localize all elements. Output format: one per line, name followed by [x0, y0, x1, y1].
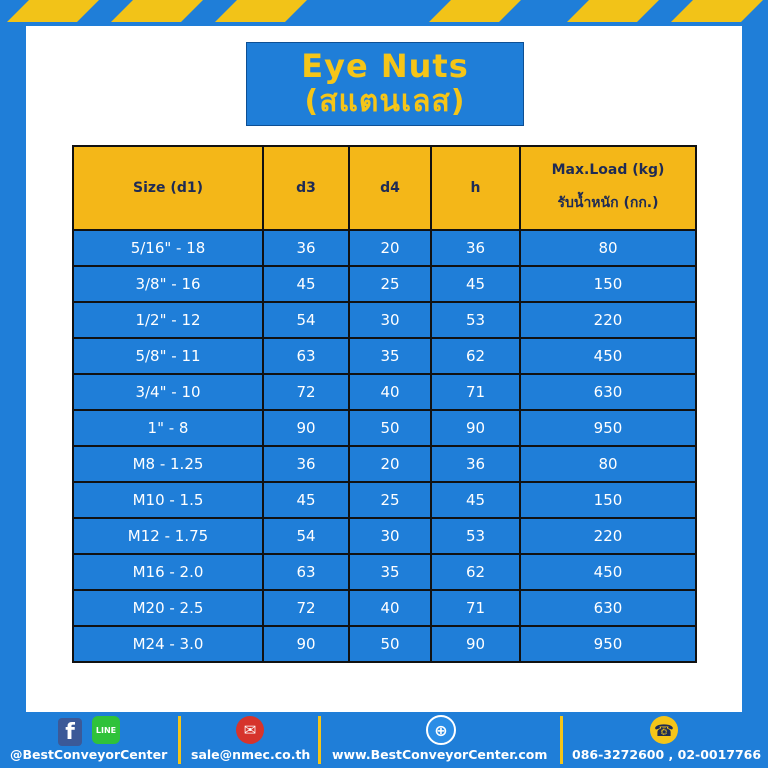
- header-h: h: [431, 146, 520, 230]
- cell-d3: 45: [263, 482, 349, 518]
- footer-divider: [560, 716, 563, 764]
- cell-h: 90: [431, 410, 520, 446]
- table-row: [73, 338, 696, 374]
- cell-size: 5/8" - 11: [73, 338, 263, 374]
- table-row: [73, 518, 696, 554]
- cell-h: 36: [431, 446, 520, 482]
- globe-icon[interactable]: ⊕: [426, 715, 456, 745]
- cell-load: 630: [520, 374, 696, 410]
- cell-load: 450: [520, 554, 696, 590]
- table-row: [73, 626, 696, 662]
- cell-load: 150: [520, 482, 696, 518]
- email-link[interactable]: sale@nmec.co.th: [191, 747, 311, 762]
- cell-d3: 36: [263, 230, 349, 266]
- phone-numbers[interactable]: 086-3272600 , 02-0017766: [572, 747, 762, 762]
- cell-h: 71: [431, 590, 520, 626]
- cell-h: 53: [431, 302, 520, 338]
- header-size: Size (d1): [73, 146, 263, 230]
- cell-d4: 50: [349, 626, 431, 662]
- cell-d4: 25: [349, 266, 431, 302]
- stripe: [429, 0, 521, 22]
- cell-d3: 54: [263, 302, 349, 338]
- spec-table: [72, 145, 697, 663]
- cell-load: 150: [520, 266, 696, 302]
- cell-d4: 20: [349, 446, 431, 482]
- header-d3: d3: [263, 146, 349, 230]
- facebook-icon[interactable]: f: [58, 718, 82, 746]
- table-row: [73, 482, 696, 518]
- footer-divider: [318, 716, 321, 764]
- cell-size: 5/16" - 18: [73, 230, 263, 266]
- title-box: [246, 42, 524, 126]
- footer-divider: [178, 716, 181, 764]
- cell-size: M8 - 1.25: [73, 446, 263, 482]
- cell-size: M24 - 3.0: [73, 626, 263, 662]
- cell-d3: 90: [263, 410, 349, 446]
- cell-h: 45: [431, 266, 520, 302]
- stripe: [111, 0, 203, 22]
- cell-d4: 20: [349, 230, 431, 266]
- cell-d4: 30: [349, 302, 431, 338]
- cell-load: 630: [520, 590, 696, 626]
- table-row: [73, 374, 696, 410]
- table-header-row: [73, 146, 696, 230]
- stripe: [215, 0, 307, 22]
- table-row: [73, 590, 696, 626]
- cell-d4: 35: [349, 338, 431, 374]
- page-subtitle: (สแตนเลส): [304, 84, 466, 119]
- cell-d3: 72: [263, 590, 349, 626]
- cell-d3: 54: [263, 518, 349, 554]
- cell-d3: 63: [263, 554, 349, 590]
- table-row: [73, 554, 696, 590]
- top-stripe-bar: [0, 0, 768, 22]
- page-title: Eye Nuts: [301, 47, 469, 85]
- cell-d3: 45: [263, 266, 349, 302]
- header-d4: d4: [349, 146, 431, 230]
- cell-size: 1" - 8: [73, 410, 263, 446]
- cell-h: 71: [431, 374, 520, 410]
- social-handle[interactable]: @BestConveyorCenter: [10, 747, 168, 762]
- cell-h: 45: [431, 482, 520, 518]
- table-row: [73, 446, 696, 482]
- table-row: [73, 230, 696, 266]
- cell-size: M16 - 2.0: [73, 554, 263, 590]
- cell-d4: 35: [349, 554, 431, 590]
- cell-size: 3/4" - 10: [73, 374, 263, 410]
- table-row: [73, 302, 696, 338]
- cell-load: 80: [520, 446, 696, 482]
- table-row: [73, 266, 696, 302]
- cell-size: M10 - 1.5: [73, 482, 263, 518]
- stripe: [7, 0, 99, 22]
- mail-icon[interactable]: ✉: [236, 716, 264, 744]
- cell-size: 3/8" - 16: [73, 266, 263, 302]
- cell-load: 220: [520, 302, 696, 338]
- content-panel: [26, 26, 742, 712]
- header-max-load: [520, 146, 696, 230]
- cell-load: 950: [520, 410, 696, 446]
- header-load-en: Max.Load (kg): [551, 162, 665, 178]
- cell-size: M12 - 1.75: [73, 518, 263, 554]
- phone-icon[interactable]: ☎: [650, 716, 678, 744]
- line-icon[interactable]: LINE: [92, 716, 120, 744]
- cell-d4: 30: [349, 518, 431, 554]
- cell-h: 90: [431, 626, 520, 662]
- cell-d4: 40: [349, 590, 431, 626]
- cell-d3: 72: [263, 374, 349, 410]
- footer-bar: [0, 712, 768, 768]
- table-row: [73, 410, 696, 446]
- cell-size: M20 - 2.5: [73, 590, 263, 626]
- cell-d4: 50: [349, 410, 431, 446]
- cell-load: 950: [520, 626, 696, 662]
- cell-h: 36: [431, 230, 520, 266]
- cell-load: 220: [520, 518, 696, 554]
- header-load-th: รับน้ำหนัก (กก.): [557, 195, 659, 211]
- stripe: [671, 0, 763, 22]
- website-link[interactable]: www.BestConveyorCenter.com: [332, 747, 548, 762]
- cell-d4: 40: [349, 374, 431, 410]
- cell-load: 80: [520, 230, 696, 266]
- cell-h: 53: [431, 518, 520, 554]
- stripe: [567, 0, 659, 22]
- cell-size: 1/2" - 12: [73, 302, 263, 338]
- cell-d3: 36: [263, 446, 349, 482]
- cell-h: 62: [431, 338, 520, 374]
- cell-d3: 63: [263, 338, 349, 374]
- cell-load: 450: [520, 338, 696, 374]
- cell-d3: 90: [263, 626, 349, 662]
- cell-h: 62: [431, 554, 520, 590]
- cell-d4: 25: [349, 482, 431, 518]
